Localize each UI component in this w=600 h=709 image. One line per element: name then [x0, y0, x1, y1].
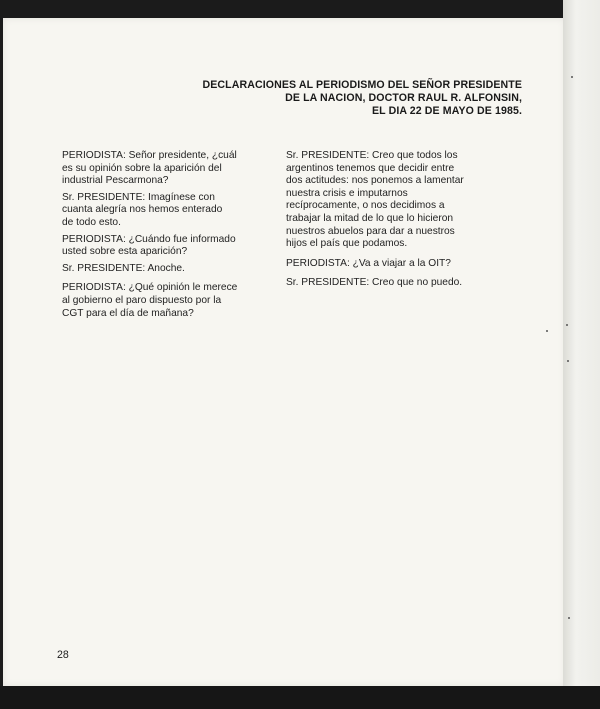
scan-speck	[567, 360, 569, 362]
left-paragraph-3: PERIODISTA: ¿Cuándo fue informado usted sobre esta aparición?	[62, 233, 236, 258]
document-header	[182, 79, 522, 118]
right-column	[286, 150, 501, 294]
scan-speck	[566, 324, 568, 326]
scan-speck	[568, 617, 570, 619]
left-paragraph-5: PERIODISTA: ¿Qué opinión le merece al gobierno el paro dispuesto por la CGT para el día de mañana?	[62, 282, 238, 319]
right-paragraph-1: Sr. PRESIDENTE: Creo que todos los argentinos tenemos que decidir entre dos actitudes: nos ponemos a lamentar nuestra crisis e imputarnos recíprocamente, o nos decidimos a trabajar la mitad de lo que lo hicieron nuestros abuelos para dar a nuestros hijos el país que podamos.	[286, 150, 464, 250]
right-paragraph-2: PERIODISTA: ¿Va a viajar a la OIT?	[286, 257, 451, 269]
scan-shadow	[0, 686, 600, 709]
scan-speck	[546, 330, 548, 332]
header-line-2: DE LA NACION, DOCTOR RAUL R. ALFONSIN,	[285, 92, 522, 104]
page-edge	[563, 0, 600, 690]
left-paragraph-4: Sr. PRESIDENTE: Anoche.	[62, 262, 185, 274]
left-paragraph-2: Sr. PRESIDENTE: Imagínese con cuanta alegría nos hemos enterado de todo esto.	[62, 191, 223, 228]
paper-sheet	[3, 18, 566, 686]
left-column	[62, 150, 262, 324]
header-line-1: DECLARACIONES AL PERIODISMO DEL SEÑOR PRESIDENTE	[202, 79, 522, 91]
page-number: 28	[57, 649, 69, 661]
header-line-3: EL DIA 22 DE MAYO DE 1985.	[372, 105, 522, 117]
right-paragraph-3: Sr. PRESIDENTE: Creo que no puedo.	[286, 277, 463, 289]
left-paragraph-1: PERIODISTA: Señor presidente, ¿cuál es su opinión sobre la aparición del industrial Pescarmona?	[62, 150, 237, 187]
scan-speck	[571, 76, 573, 78]
